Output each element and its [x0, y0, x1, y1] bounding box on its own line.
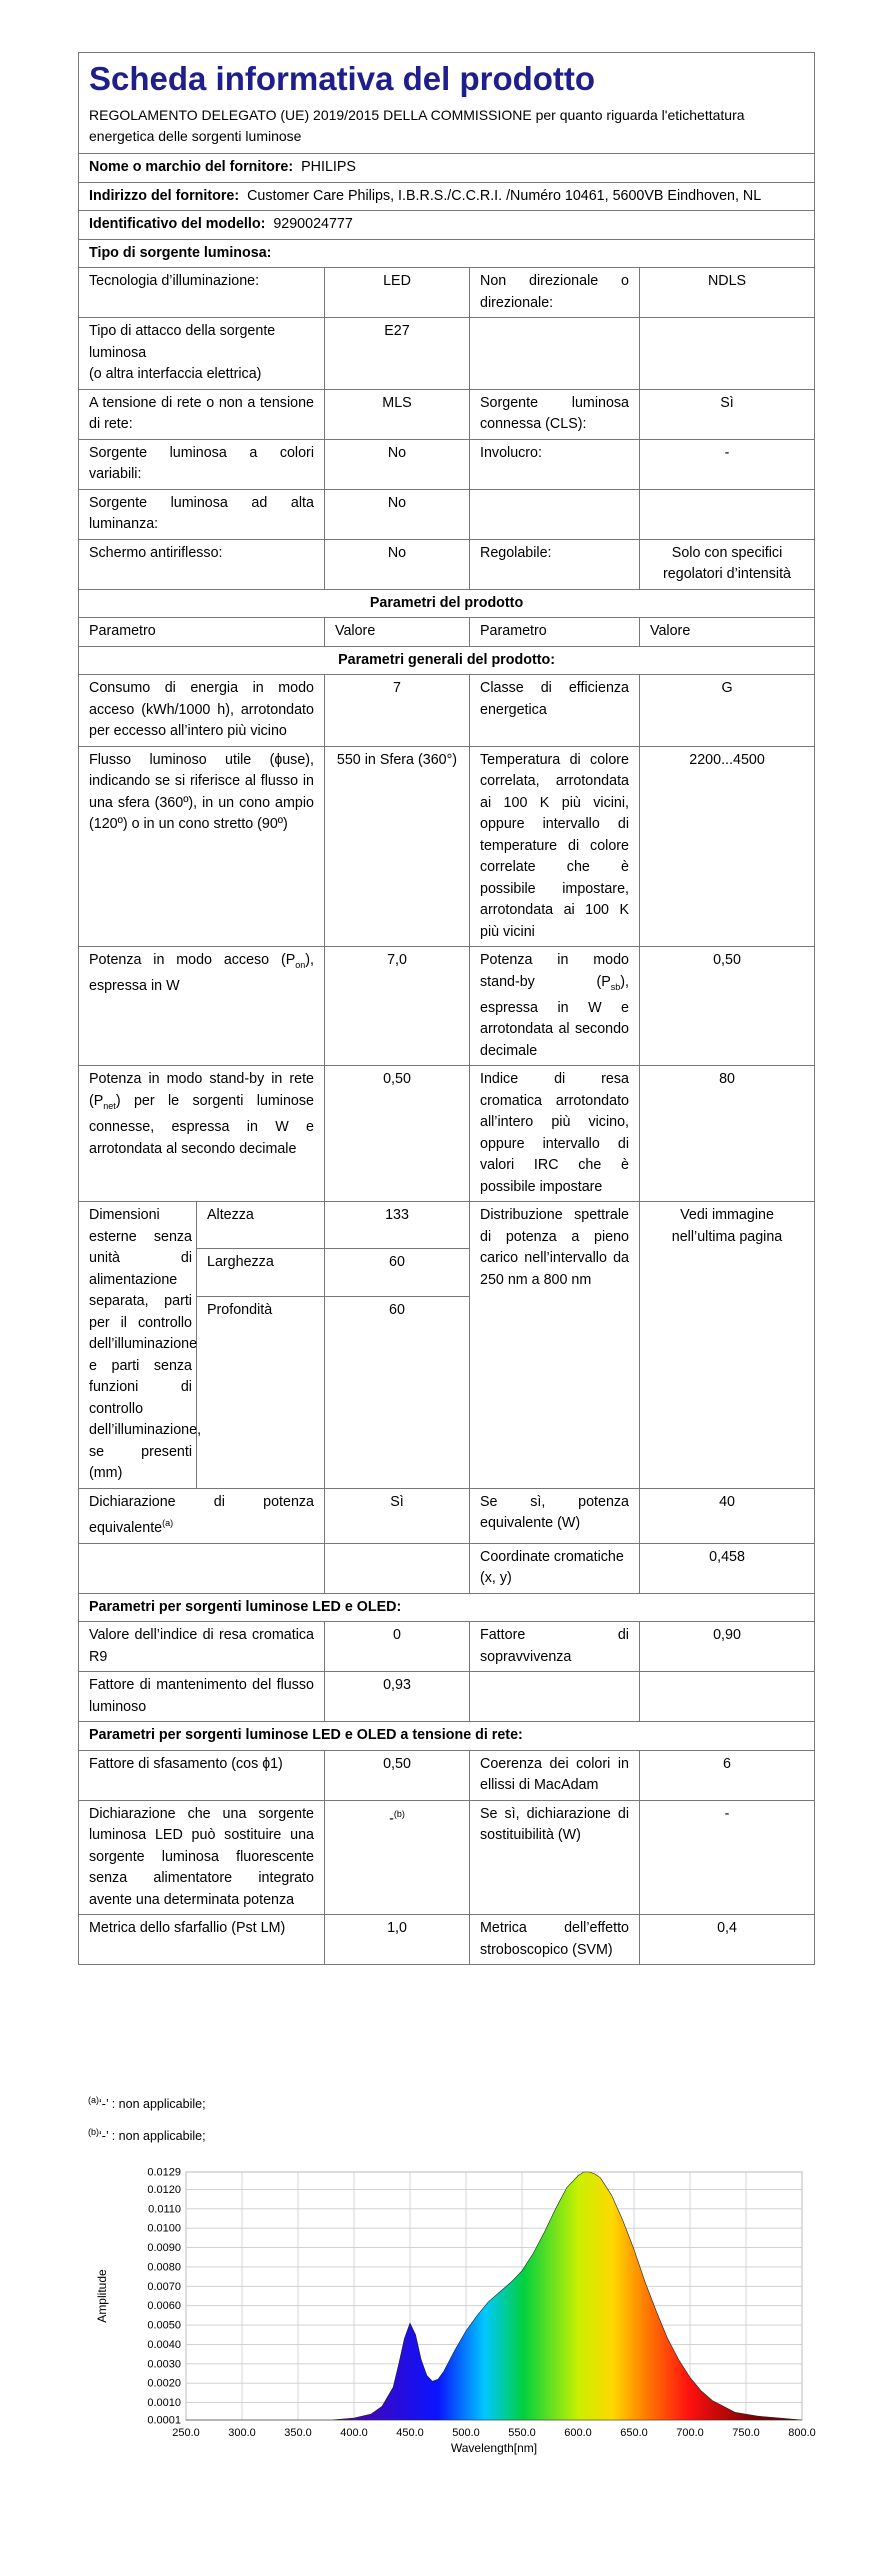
col-param-header: Parametro [79, 618, 325, 647]
y-tick-label: 0.0129 [147, 2166, 181, 2179]
connected-value: Sì [640, 389, 815, 439]
colour-tunable-value: No [325, 439, 470, 489]
flicker-metric-label: Metrica dello sfarfallio (Pst LM) [79, 1915, 325, 1965]
networked-standby-label: Potenza in modo stand-by in rete $(P_{net})$ per le sorgenti luminose connesse, espressa in W e arrotondata al secondo decimale [79, 1066, 325, 1202]
empty-cell [79, 1543, 325, 1593]
cri-label: Indice di resa cromatica arrotondato all’intero più vicino, oppure intervallo di valori IRC che è possibile impostare [470, 1066, 640, 1202]
stroboscopic-metric-value: 0,4 [640, 1915, 815, 1965]
x-tick-label: 750.0 [732, 2427, 760, 2439]
high-luminance-label: Sorgente luminosa ad alta luminanza: [79, 489, 325, 539]
energy-consumption-label: Consumo di energia in modo acceso (kWh/1000 h), arrotondato per eccesso all’intero più vicino [79, 675, 325, 747]
equivalent-watt-value: 40 [640, 1488, 815, 1543]
product-sheet-table [78, 52, 815, 1965]
y-tick-label: 0.0110 [148, 2203, 181, 2216]
y-tick-label: 0.0080 [147, 2261, 181, 2274]
empty-cell [640, 318, 815, 390]
on-mode-power-label: Potenza in modo acceso $(P_{on})$, espressa in W [79, 947, 325, 1066]
product-params-header: Parametri del prodotto [79, 589, 815, 618]
spd-value: Vedi immagine nell’ultima pagina [640, 1202, 815, 1489]
power-factor-value: 0,50 [325, 1750, 470, 1800]
empty-cell [470, 489, 640, 539]
standby-power-label: Potenza in modo stand-by $(P_{sb})$, espressa in W e arrotondata al secondo decimale [470, 947, 640, 1066]
anti-glare-label: Schermo antiriflesso: [79, 539, 325, 589]
chromaticity-label: Coordinate cromatiche (x, y) [470, 1543, 640, 1593]
power-factor-label: Fattore di sfasamento (cos ɸ1) [79, 1750, 325, 1800]
efficiency-class-value: G [640, 675, 815, 747]
lumen-maintenance-value: 0,93 [325, 1672, 470, 1722]
spd-label: Distribuzione spettrale di potenza a pieno carico nell’intervallo da 250 nm a 800 nm [470, 1202, 640, 1489]
useful-flux-value: 550 in Sfera (360°) [325, 746, 470, 947]
high-luminance-value: No [325, 489, 470, 539]
chromaticity-value: 0,458 [640, 1543, 815, 1593]
x-tick-label: 700.0 [676, 2427, 704, 2439]
y-tick-label: 0.0090 [147, 2242, 181, 2255]
y-tick-label: 0.0050 [147, 2319, 181, 2332]
empty-cell [640, 1672, 815, 1722]
tech-label: Tecnologia d’illuminazione: [79, 268, 325, 318]
envelope-label: Involucro: [470, 439, 640, 489]
x-axis-label: Wavelength[nm] [450, 2441, 538, 2455]
supplier-name-label: Nome o marchio del fornitore: [89, 159, 294, 175]
x-tick-label: 650.0 [620, 2427, 648, 2439]
supplier-address-label: Indirizzo del fornitore: [89, 187, 240, 204]
directional-value: NDLS [640, 268, 815, 318]
empty-cell [470, 318, 640, 390]
width-value: 60 [325, 1249, 470, 1296]
empty-cell [325, 1543, 470, 1593]
survival-factor-label: Fattore di sopravvivenza [470, 1622, 640, 1672]
stroboscopic-metric-label: Metrica dell’effetto stroboscopico (SVM) [470, 1915, 640, 1965]
header-cell [79, 53, 815, 154]
general-params-header: Parametri generali del prodotto: [79, 646, 815, 675]
x-tick-label: 550.0 [508, 2427, 536, 2439]
r9-value: 0 [325, 1622, 470, 1672]
x-tick-label: 450.0 [396, 2427, 424, 2439]
y-tick-label: 0.0100 [147, 2222, 181, 2235]
replacement-watt-value: - [640, 1800, 815, 1915]
depth-value: 60 [325, 1296, 470, 1342]
led-params-header: Parametri per sorgenti luminose LED e OLED: [79, 1593, 815, 1622]
supplier-name-value: PHILIPS [301, 159, 356, 175]
cap-type-cell [79, 318, 325, 390]
dimensions-label: Dimensioni esterne senza unità di alimentazione separata, parti per il controllo dell’illuminazione e parti senza funzioni di controllo dell’illuminazione, se presenti (mm) [79, 1202, 197, 1489]
y-tick-label: 0.0040 [147, 2338, 181, 2351]
footnotes [88, 2092, 206, 2156]
col-value-header: Valore [640, 618, 815, 647]
useful-flux-label: Flusso luminoso utile (ɸuse), indicando se si riferisce al flusso in una sfera (360º), in un cono ampio (120º) o in un cono stretto (90º) [79, 746, 325, 947]
efficiency-class-label: Classe di efficienza energetica [470, 675, 640, 747]
anti-glare-value: No [325, 539, 470, 589]
product-information-sheet [78, 52, 814, 1965]
cap-label-note: (o altra interfaccia elettrica) [89, 366, 262, 382]
x-tick-label: 800.0 [788, 2427, 816, 2439]
model-id-value: 9290024777 [273, 216, 353, 232]
y-tick-label: 0.0070 [147, 2280, 181, 2293]
y-tick-label: 0.0001 [147, 2414, 181, 2427]
dimmable-value: Solo con specifici regolatori d’intensità [640, 539, 815, 589]
macadam-value: 6 [640, 1750, 815, 1800]
model-id-row [79, 211, 815, 240]
lumen-maintenance-label: Fattore di mantenimento del flusso luminoso [79, 1672, 325, 1722]
model-id-label: Identificativo del modello: [89, 216, 266, 232]
directional-label: Non direzionale o direzionale: [470, 268, 640, 318]
x-axis-ticks [172, 2427, 816, 2439]
mains-value: MLS [325, 389, 470, 439]
connected-label: Sorgente luminosa connessa (CLS): [470, 389, 640, 439]
mains-led-params-header: Parametri per sorgenti luminose LED e OLED a tensione di rete: [79, 1722, 815, 1751]
colour-tunable-label: Sorgente luminosa a colori variabili: [79, 439, 325, 489]
supplier-name-row [79, 154, 815, 183]
macadam-label: Coerenza dei colori in ellissi di MacAdam [470, 1750, 640, 1800]
col-value-header: Valore [325, 618, 470, 647]
empty-cell [325, 1342, 470, 1488]
cct-label: Temperatura di colore correlata, arrotondata ai 100 K più vicini, oppure intervallo di temperature di colore correlate che è possibile impostare, arrotondata ai 100 K più vicini [470, 746, 640, 947]
y-tick-label: 0.0120 [147, 2183, 181, 2196]
regulation-text: REGOLAMENTO DELEGATO (UE) 2019/2015 DELLA COMMISSIONE per quanto riguarda l'etichettatura energetica delle sorgenti luminose [89, 107, 745, 144]
x-tick-label: 500.0 [452, 2427, 480, 2439]
x-tick-label: 300.0 [228, 2427, 256, 2439]
supplier-address-value: Customer Care Philips, I.B.R.S./C.C.R.I. /Numéro 10461, 5600VB Eindhoven, NL [247, 187, 762, 204]
empty-cell [197, 1342, 325, 1488]
cri-value: 80 [640, 1066, 815, 1202]
empty-cell [640, 489, 815, 539]
height-label: Altezza [197, 1202, 325, 1249]
y-axis-ticks [147, 2167, 181, 2427]
page-title: Scheda informativa del prodotto [89, 60, 596, 97]
equivalent-power-value: Sì [325, 1488, 470, 1543]
dimmable-label: Regolabile: [470, 539, 640, 589]
spectral-power-chart [86, 2150, 826, 2460]
mains-label: A tensione di rete o non a tensione di rete: [79, 389, 325, 439]
y-tick-label: 0.0030 [147, 2358, 181, 2371]
cap-label: Tipo di attacco della sorgente luminosa [89, 323, 276, 361]
energy-consumption-value: 7 [325, 675, 470, 747]
col-param-header: Parametro [470, 618, 640, 647]
replacement-watt-label: Se sì, dichiarazione di sostituibilità (W) [470, 1800, 640, 1915]
x-tick-label: 250.0 [172, 2427, 200, 2439]
y-axis-label: Amplitude [95, 2269, 109, 2323]
flicker-metric-value: 1,0 [325, 1915, 470, 1965]
survival-factor-value: 0,90 [640, 1622, 815, 1672]
fluorescent-replacement-label: Dichiarazione che una sorgente luminosa LED può sostituire una sorgente luminosa fluorescente senza alimentatore integrato avente una determinata potenza [79, 1800, 325, 1915]
height-value: 133 [325, 1202, 470, 1249]
x-tick-label: 600.0 [564, 2427, 592, 2439]
envelope-value: - [640, 439, 815, 489]
standby-power-value: 0,50 [640, 947, 815, 1066]
width-label: Larghezza [197, 1249, 325, 1296]
supplier-address-row [79, 182, 815, 211]
cct-value: 2200...4500 [640, 746, 815, 947]
equivalent-power-label: Dichiarazione di potenza equivalente$^{(a)}$ [79, 1488, 325, 1543]
cap-value: E27 [325, 318, 470, 390]
depth-label: Profondità [197, 1296, 325, 1342]
r9-label: Valore dell’indice di resa cromatica R9 [79, 1622, 325, 1672]
fluorescent-replacement-value: -$^{(b)}$ [325, 1800, 470, 1915]
y-tick-label: 0.0020 [147, 2377, 181, 2390]
tech-value: LED [325, 268, 470, 318]
empty-cell [470, 1672, 640, 1722]
y-tick-label: 0.0060 [147, 2300, 181, 2313]
networked-standby-value: 0,50 [325, 1066, 470, 1202]
source-type-header: Tipo di sorgente luminosa: [79, 239, 815, 268]
x-tick-label: 350.0 [284, 2427, 312, 2439]
footnote-b: $^{(b)}$‘-’ : non applicabile; [88, 2127, 206, 2144]
x-tick-label: 400.0 [340, 2427, 368, 2439]
y-tick-label: 0.0010 [147, 2397, 181, 2410]
equivalent-watt-label: Se sì, potenza equivalente (W) [470, 1488, 640, 1543]
footnote-a: $^{(a)}$‘-’ : non applicabile; [88, 2095, 206, 2112]
on-mode-power-value: 7,0 [325, 947, 470, 1066]
